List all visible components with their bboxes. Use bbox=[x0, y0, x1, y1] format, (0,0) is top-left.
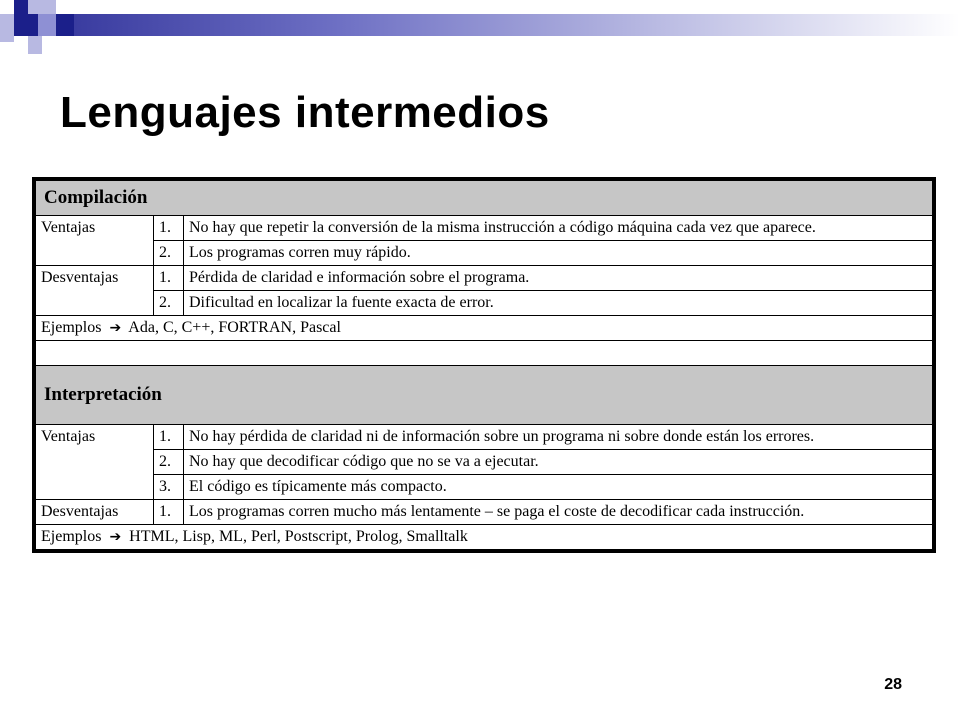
item-text: Pérdida de claridad e información sobre el programa. bbox=[184, 266, 933, 291]
table-row bbox=[36, 475, 933, 500]
item-number: 1. bbox=[154, 500, 184, 525]
decor-gradient-bar bbox=[74, 14, 960, 36]
item-number: 3. bbox=[154, 475, 184, 500]
section-title: Interpretación bbox=[36, 366, 933, 425]
examples-list: Ada, C, C++, FORTRAN, Pascal bbox=[128, 319, 341, 336]
examples-label: Ejemplos bbox=[41, 319, 102, 336]
decor-square-light bbox=[28, 0, 56, 14]
item-number: 1. bbox=[154, 425, 184, 450]
item-text: Dificultad en localizar la fuente exacta de error. bbox=[184, 291, 933, 316]
item-number: 2. bbox=[154, 241, 184, 266]
examples-cell bbox=[36, 316, 933, 341]
table-row bbox=[36, 266, 933, 291]
category-label: Ventajas bbox=[36, 425, 154, 500]
decor-square-navy bbox=[14, 14, 38, 36]
decor-square-navy bbox=[56, 14, 74, 36]
item-number: 1. bbox=[154, 266, 184, 291]
examples-cell bbox=[36, 525, 933, 550]
table-row bbox=[36, 216, 933, 241]
item-text: No hay que decodificar código que no se va a ejecutar. bbox=[184, 450, 933, 475]
title-decoration bbox=[0, 0, 960, 60]
item-text: El código es típicamente más compacto. bbox=[184, 475, 933, 500]
item-text: Los programas corren mucho más lentamente – se paga el coste de decodificar cada instrucción. bbox=[184, 500, 933, 525]
examples-label: Ejemplos bbox=[41, 528, 102, 545]
spacer-row bbox=[36, 341, 933, 366]
section-header-interpretacion bbox=[36, 366, 933, 425]
decor-square-navy bbox=[14, 0, 28, 14]
arrow-right-icon: ➔ bbox=[109, 320, 122, 336]
examples-row bbox=[36, 316, 933, 341]
examples-row bbox=[36, 525, 933, 550]
comparison-table bbox=[32, 177, 936, 553]
table-row bbox=[36, 450, 933, 475]
decor-square-mid bbox=[0, 14, 14, 42]
decor-square-light bbox=[28, 36, 42, 54]
item-text: Los programas corren muy rápido. bbox=[184, 241, 933, 266]
category-label: Desventajas bbox=[36, 266, 154, 316]
item-number: 1. bbox=[154, 216, 184, 241]
spacer-cell bbox=[36, 341, 933, 366]
table-row bbox=[36, 241, 933, 266]
arrow-right-icon: ➔ bbox=[109, 529, 122, 545]
slide-title: Lenguajes intermedios bbox=[60, 88, 550, 137]
item-text: No hay que repetir la conversión de la misma instrucción a código máquina cada vez que aparece. bbox=[184, 216, 933, 241]
examples-list: HTML, Lisp, ML, Perl, Postscript, Prolog, Smalltalk bbox=[129, 528, 468, 545]
section-header-compilacion bbox=[36, 181, 933, 216]
table-row bbox=[36, 425, 933, 450]
table-row bbox=[36, 291, 933, 316]
decor-square-light bbox=[38, 14, 56, 36]
item-number: 2. bbox=[154, 450, 184, 475]
table-row bbox=[36, 500, 933, 525]
item-number: 2. bbox=[154, 291, 184, 316]
category-label: Ventajas bbox=[36, 216, 154, 266]
category-label: Desventajas bbox=[36, 500, 154, 525]
section-title: Compilación bbox=[36, 181, 933, 216]
item-text: No hay pérdida de claridad ni de información sobre un programa ni sobre donde están los errores. bbox=[184, 425, 933, 450]
page-number: 28 bbox=[884, 676, 902, 693]
